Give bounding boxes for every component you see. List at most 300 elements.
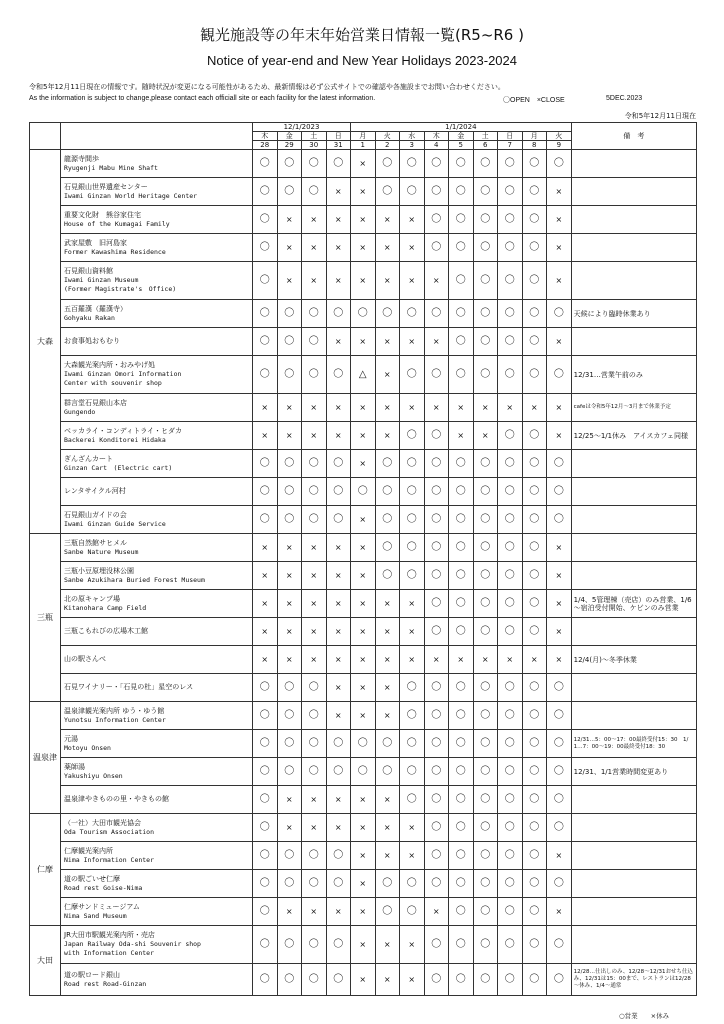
table-row [30, 394, 697, 422]
status-cell: × [302, 206, 327, 234]
status-cell: × [351, 786, 376, 814]
status-cell: △ [351, 356, 376, 394]
status-cell: 〇 [302, 842, 327, 870]
month-jan-header: 1/1/2024 [351, 123, 572, 132]
status-cell: × [302, 422, 327, 450]
facility-name-en: Motoyu Onsen [64, 743, 111, 752]
remarks-header: 備 考 [571, 123, 697, 150]
facility-name-cell [61, 206, 253, 234]
facility-name-cell [61, 786, 253, 814]
status-cell: 〇 [522, 206, 547, 234]
status-cell: 〇 [498, 262, 523, 300]
status-cell: × [351, 234, 376, 262]
status-cell: 〇 [253, 150, 278, 178]
facility-name-ja: 山の駅さんべ [64, 655, 106, 663]
status-cell: × [326, 178, 351, 206]
weekday-cell: 月 [522, 132, 547, 141]
status-cell: 〇 [473, 178, 498, 206]
status-cell: 〇 [522, 262, 547, 300]
table-row [30, 702, 697, 730]
status-cell: × [400, 328, 425, 356]
status-cell: 〇 [253, 898, 278, 926]
status-cell: 〇 [547, 926, 572, 964]
facility-name-cell [61, 898, 253, 926]
facility-name-cell [61, 422, 253, 450]
status-cell: 〇 [302, 478, 327, 506]
status-cell: 〇 [253, 758, 278, 786]
remarks-cell [571, 702, 697, 730]
day-number-cell: 5 [449, 141, 474, 150]
remarks-cell [571, 814, 697, 842]
remarks-cell [571, 150, 697, 178]
status-cell: × [400, 964, 425, 996]
region-header [30, 123, 61, 150]
status-cell: 〇 [277, 758, 302, 786]
table-row [30, 870, 697, 898]
status-cell: 〇 [473, 328, 498, 356]
status-cell: 〇 [326, 506, 351, 534]
remarks-cell: 天候により臨時休業あり [571, 300, 697, 328]
status-cell: 〇 [449, 870, 474, 898]
status-cell: 〇 [400, 150, 425, 178]
status-cell: × [326, 234, 351, 262]
status-cell: × [351, 870, 376, 898]
status-cell: 〇 [498, 422, 523, 450]
facility-name-en: Gohyaku Rakan [64, 313, 115, 322]
table-row [30, 206, 697, 234]
notice-english: As the information is subject to change,please contact each officiall site or each facility for the latest information. [29, 95, 376, 102]
status-cell: × [547, 646, 572, 674]
facility-name-ja: 五百羅漢（羅漢寺） [64, 304, 127, 313]
table-row [30, 356, 697, 394]
status-cell: 〇 [424, 178, 449, 206]
table-row [30, 618, 697, 646]
weekday-cell: 金 [277, 132, 302, 141]
status-cell: × [351, 394, 376, 422]
status-cell: 〇 [498, 150, 523, 178]
status-cell: × [351, 646, 376, 674]
status-cell: 〇 [351, 300, 376, 328]
status-cell: × [326, 618, 351, 646]
status-cell: × [375, 646, 400, 674]
status-cell: × [277, 646, 302, 674]
status-cell: 〇 [253, 234, 278, 262]
status-cell: 〇 [547, 450, 572, 478]
status-cell: 〇 [424, 618, 449, 646]
table-row [30, 674, 697, 702]
table-row [30, 300, 697, 328]
facility-name-ja: 元湯 [64, 734, 78, 743]
status-cell: 〇 [253, 178, 278, 206]
status-cell: 〇 [449, 328, 474, 356]
facility-name-en: Road rest Road-Ginzan [64, 979, 147, 988]
status-cell: 〇 [302, 674, 327, 702]
weekday-cell: 火 [547, 132, 572, 141]
status-cell: × [277, 618, 302, 646]
remarks-cell [571, 926, 697, 964]
facility-name-ja: （一社）大田市観光協会 [64, 818, 141, 827]
day-number-cell: 30 [302, 141, 327, 150]
status-cell: 〇 [522, 478, 547, 506]
facility-name-cell [61, 356, 253, 394]
remarks-cell [571, 618, 697, 646]
status-cell: 〇 [522, 786, 547, 814]
facility-name-cell [61, 730, 253, 758]
status-cell: × [375, 356, 400, 394]
status-cell: 〇 [277, 300, 302, 328]
status-cell: 〇 [498, 758, 523, 786]
facility-name-en: Iwami Ginzan World Heritage Center [64, 191, 198, 200]
status-cell: 〇 [522, 300, 547, 328]
status-cell: × [253, 394, 278, 422]
status-cell: 〇 [400, 300, 425, 328]
page-title: 観光施設等の年末年始営業日情報一覧(R5~R6 ) [200, 26, 524, 44]
status-cell: × [302, 562, 327, 590]
facility-name-cell [61, 702, 253, 730]
status-cell: 〇 [400, 730, 425, 758]
status-cell: × [302, 898, 327, 926]
status-cell: × [302, 262, 327, 300]
status-cell: × [253, 562, 278, 590]
status-cell: × [375, 842, 400, 870]
status-cell: 〇 [375, 534, 400, 562]
status-cell: × [326, 562, 351, 590]
remarks-cell [571, 786, 697, 814]
status-cell: 〇 [400, 478, 425, 506]
day-number-cell: 9 [547, 141, 572, 150]
remarks-cell [571, 842, 697, 870]
status-cell: 〇 [375, 300, 400, 328]
status-cell: 〇 [498, 206, 523, 234]
remarks-cell [571, 534, 697, 562]
status-cell: 〇 [351, 478, 376, 506]
status-cell: × [302, 618, 327, 646]
status-cell: 〇 [473, 262, 498, 300]
remarks-cell: 1/4、5管理棟（売店）のみ営業、1/6～宿泊受付開始、ケビンのみ営業 [571, 590, 697, 618]
remarks-cell [571, 478, 697, 506]
status-cell: 〇 [277, 450, 302, 478]
status-cell: 〇 [302, 150, 327, 178]
table-row [30, 478, 697, 506]
status-cell: × [375, 814, 400, 842]
status-cell: × [547, 178, 572, 206]
status-cell: 〇 [449, 534, 474, 562]
day-number-cell: 7 [498, 141, 523, 150]
table-row [30, 234, 697, 262]
region-label: 大田 [30, 926, 61, 996]
status-cell: × [424, 328, 449, 356]
status-cell: × [302, 234, 327, 262]
status-cell: 〇 [302, 926, 327, 964]
status-cell: 〇 [498, 590, 523, 618]
status-cell: 〇 [253, 926, 278, 964]
status-cell: 〇 [302, 870, 327, 898]
facility-name-ja: 石見銀山資料館 [64, 267, 113, 275]
weekday-cell: 月 [351, 132, 376, 141]
status-cell: 〇 [375, 450, 400, 478]
status-cell: 〇 [449, 964, 474, 996]
status-cell: 〇 [498, 234, 523, 262]
status-cell: 〇 [473, 926, 498, 964]
status-cell: × [351, 926, 376, 964]
status-cell: × [277, 898, 302, 926]
status-cell: 〇 [522, 356, 547, 394]
status-cell: 〇 [424, 702, 449, 730]
status-cell: 〇 [449, 450, 474, 478]
status-cell: 〇 [449, 758, 474, 786]
status-cell: 〇 [547, 730, 572, 758]
status-cell: 〇 [522, 702, 547, 730]
status-cell: × [547, 898, 572, 926]
status-cell: 〇 [498, 450, 523, 478]
facility-name-ja: 石見銀山世界遺産センター [64, 182, 148, 191]
facility-name-ja: 温泉津やきものの里・やきもの館 [64, 795, 169, 803]
status-cell: 〇 [449, 150, 474, 178]
status-cell: 〇 [449, 786, 474, 814]
status-cell: 〇 [277, 674, 302, 702]
status-cell: 〇 [302, 506, 327, 534]
status-cell: 〇 [400, 898, 425, 926]
status-cell: 〇 [277, 702, 302, 730]
facility-name-en: Japan Railway Oda-shi Souvenir shop [64, 940, 201, 948]
status-cell: 〇 [277, 964, 302, 996]
status-cell: 〇 [498, 328, 523, 356]
weekday-cell: 土 [302, 132, 327, 141]
day-number-cell: 8 [522, 141, 547, 150]
facility-name-cell [61, 758, 253, 786]
status-cell: 〇 [449, 206, 474, 234]
remarks-cell: 12/31…営業午前のみ [571, 356, 697, 394]
status-cell: 〇 [424, 870, 449, 898]
status-cell: × [498, 394, 523, 422]
facility-name-ja: 石見銀山ガイドの会 [64, 510, 127, 519]
holiday-table [29, 122, 697, 996]
status-cell: 〇 [253, 702, 278, 730]
status-cell: × [302, 394, 327, 422]
facility-name-cell [61, 262, 253, 300]
status-cell: × [375, 590, 400, 618]
status-cell: 〇 [424, 534, 449, 562]
status-cell: 〇 [473, 618, 498, 646]
status-cell: × [326, 422, 351, 450]
status-cell: 〇 [449, 506, 474, 534]
status-cell: × [302, 646, 327, 674]
legend-english: 〇OPEN ×CLOSE [503, 97, 565, 104]
status-cell: 〇 [424, 926, 449, 964]
status-cell: × [326, 786, 351, 814]
status-cell: × [326, 898, 351, 926]
status-cell: 〇 [449, 730, 474, 758]
facility-name-en: Ryugenji Mabu Mine Shaft [64, 163, 158, 172]
status-cell: 〇 [498, 926, 523, 964]
status-cell: 〇 [424, 730, 449, 758]
status-cell: 〇 [400, 786, 425, 814]
status-cell: 〇 [375, 898, 400, 926]
remarks-cell: 12/28…仕出しのみ、12/28～12/31おせち仕込み、12/31は15：00まで、レストランは12/28～休み、1/4～通常 [571, 964, 697, 996]
region-label: 三瓶 [30, 534, 61, 702]
remarks-cell [571, 674, 697, 702]
status-cell: × [253, 534, 278, 562]
notice-japanese: 令和5年12月11日現在の情報です。随時状況が変更になる可能性があるため、最新情報は必ず公式サイトでの確認や各施設までお問い合わせください。 [29, 83, 505, 91]
status-cell: 〇 [375, 730, 400, 758]
status-cell: 〇 [473, 506, 498, 534]
facility-name-ja: 三瓶自然館サヒメル [64, 538, 127, 547]
facility-name-cell [61, 814, 253, 842]
status-cell: × [547, 534, 572, 562]
status-cell: 〇 [253, 674, 278, 702]
status-cell: 〇 [522, 422, 547, 450]
region-label: 温泉津 [30, 702, 61, 814]
status-cell: 〇 [449, 300, 474, 328]
facility-name-cell [61, 926, 253, 964]
status-cell: × [400, 262, 425, 300]
facility-name-ja: レンタサイクル河村 [64, 487, 126, 495]
status-cell: 〇 [473, 870, 498, 898]
status-cell: 〇 [498, 786, 523, 814]
status-cell: × [400, 814, 425, 842]
status-cell: × [400, 646, 425, 674]
status-cell: 〇 [473, 234, 498, 262]
status-cell: × [375, 702, 400, 730]
status-cell: 〇 [326, 478, 351, 506]
status-cell: × [326, 702, 351, 730]
status-cell: 〇 [424, 842, 449, 870]
status-cell: 〇 [277, 178, 302, 206]
status-cell: 〇 [400, 758, 425, 786]
status-cell: 〇 [522, 506, 547, 534]
status-cell: 〇 [473, 562, 498, 590]
status-cell: 〇 [498, 870, 523, 898]
status-cell: × [375, 786, 400, 814]
facility-name-en: House of the Kumagai Family [64, 219, 170, 228]
status-cell: × [302, 814, 327, 842]
status-cell: 〇 [449, 178, 474, 206]
status-cell: 〇 [253, 506, 278, 534]
status-cell: 〇 [351, 758, 376, 786]
status-cell: 〇 [302, 300, 327, 328]
facility-name-cell [61, 870, 253, 898]
footer-legend: ○営業 ×休み [619, 1012, 670, 1020]
table-row [30, 842, 697, 870]
status-cell: 〇 [449, 234, 474, 262]
remarks-cell [571, 328, 697, 356]
table-row [30, 422, 697, 450]
status-cell: 〇 [424, 814, 449, 842]
facility-name-ja: 三瓶こもれびの広場木工館 [64, 627, 148, 635]
facility-name-cell [61, 150, 253, 178]
facility-name-ja: 温泉津観光案内所 ゆう・ゆう館 [64, 706, 165, 715]
status-cell: 〇 [424, 506, 449, 534]
status-cell: 〇 [449, 814, 474, 842]
status-cell: × [277, 206, 302, 234]
status-cell: 〇 [424, 590, 449, 618]
facility-name-cell [61, 234, 253, 262]
remarks-cell [571, 262, 697, 300]
status-cell: × [351, 618, 376, 646]
day-number-cell: 6 [473, 141, 498, 150]
facility-name-cell [61, 478, 253, 506]
status-cell: 〇 [473, 842, 498, 870]
region-label: 大森 [30, 150, 61, 534]
status-cell: 〇 [522, 450, 547, 478]
table-row [30, 926, 697, 964]
status-cell: 〇 [424, 674, 449, 702]
weekday-cell: 水 [400, 132, 425, 141]
status-cell: 〇 [424, 758, 449, 786]
status-cell: 〇 [522, 234, 547, 262]
status-cell: 〇 [277, 506, 302, 534]
facility-name-cell [61, 562, 253, 590]
status-cell: 〇 [449, 842, 474, 870]
status-cell: × [375, 674, 400, 702]
table-row [30, 786, 697, 814]
table-row [30, 328, 697, 356]
status-cell: 〇 [424, 150, 449, 178]
status-cell: 〇 [473, 356, 498, 394]
status-cell: × [277, 786, 302, 814]
status-cell: × [522, 646, 547, 674]
table-row [30, 178, 697, 206]
status-cell: × [277, 562, 302, 590]
status-cell: 〇 [400, 702, 425, 730]
status-cell: 〇 [547, 786, 572, 814]
status-cell: 〇 [449, 356, 474, 394]
status-cell: × [473, 394, 498, 422]
remarks-cell: 12/31、1/1営業時間変更あり [571, 758, 697, 786]
status-cell: × [547, 590, 572, 618]
facility-header [61, 123, 253, 150]
status-cell: × [351, 206, 376, 234]
status-cell: 〇 [522, 618, 547, 646]
status-cell: × [424, 646, 449, 674]
status-cell: × [400, 206, 425, 234]
table-row [30, 758, 697, 786]
day-number-cell: 29 [277, 141, 302, 150]
table-row [30, 646, 697, 674]
status-cell: × [351, 534, 376, 562]
weekday-cell: 火 [375, 132, 400, 141]
status-cell: 〇 [400, 534, 425, 562]
status-cell: 〇 [253, 786, 278, 814]
remarks-cell [571, 178, 697, 206]
status-cell: × [351, 328, 376, 356]
weekday-cell: 日 [326, 132, 351, 141]
status-cell: 〇 [326, 926, 351, 964]
status-cell: × [351, 506, 376, 534]
facility-name-en: Ginzan Cart (Electric cart) [64, 463, 173, 472]
status-cell: × [547, 328, 572, 356]
status-cell: 〇 [547, 356, 572, 394]
facility-name-ja: 道の駅ロード銀山 [64, 970, 120, 979]
facility-name-en: Yakushiyu Onsen [64, 771, 123, 780]
facility-name-ja: 薬師湯 [64, 762, 85, 771]
table-header [30, 123, 697, 150]
status-cell: 〇 [473, 300, 498, 328]
status-cell: 〇 [424, 422, 449, 450]
status-cell: 〇 [498, 964, 523, 996]
table-row [30, 262, 697, 300]
status-cell: 〇 [522, 328, 547, 356]
status-cell: 〇 [522, 926, 547, 964]
status-cell: × [326, 814, 351, 842]
remarks-cell [571, 450, 697, 478]
date-japanese: 令和5年12月11日現在 [624, 112, 696, 120]
status-cell: × [400, 590, 425, 618]
status-cell: × [375, 926, 400, 964]
status-cell: 〇 [522, 150, 547, 178]
table-row [30, 964, 697, 996]
status-cell: 〇 [253, 842, 278, 870]
